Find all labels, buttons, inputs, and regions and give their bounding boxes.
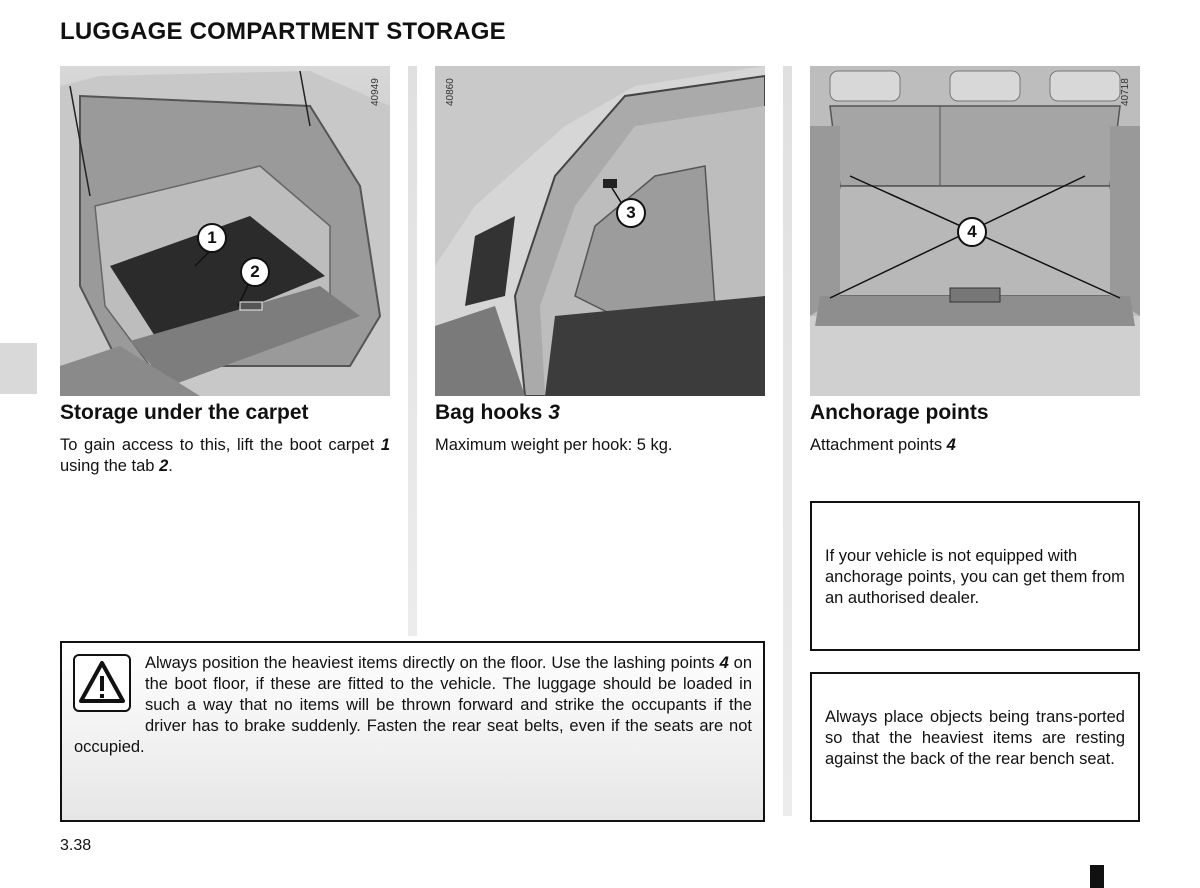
- note-box-heavy-items: [810, 672, 1140, 822]
- anchorage-points-text: Attachment points 4: [810, 436, 956, 454]
- page-title: LUGGAGE COMPARTMENT STORAGE: [60, 18, 506, 45]
- column-divider-1: [408, 66, 417, 636]
- bag-hooks-text: Maximum weight per hook: 5 kg.: [435, 436, 673, 454]
- photo-anchorage-points: [810, 66, 1140, 396]
- note-dealer-text: If your vehicle is not equipped with anchorage points, you can get them from an authorised dealer.: [825, 547, 1125, 607]
- photo-boot-carpet: [60, 66, 390, 396]
- column-divider-2: [783, 66, 792, 816]
- note-box-dealer: [810, 501, 1140, 651]
- image-code: 40860: [445, 78, 456, 106]
- warning-text: Always position the heaviest items directly on the floor. Use the lashing points 4 on the boot floor, if these are fitted to the vehicle. The luggage should be loaded in such a way that no items will be thrown forward and strike the occupants if the driver has to brake suddenly. Fasten the rear seat belts, even if the seats are not occupied.: [74, 654, 753, 756]
- note-heavy-items-text: Always place objects being trans-ported so that the heaviest items are resting against the back of the rear bench seat.: [825, 708, 1125, 768]
- callout-1: 1: [197, 223, 227, 253]
- heading-storage-under-carpet: Storage under the carpet: [60, 401, 309, 424]
- callout-2: 2: [240, 257, 270, 287]
- warning-box: [60, 641, 765, 822]
- page-number: 3.38: [60, 837, 92, 854]
- page-end-mark: [1090, 865, 1104, 888]
- section-tab-marker: [0, 343, 37, 394]
- callout-3: 3: [616, 198, 646, 228]
- callout-4: 4: [957, 217, 987, 247]
- heading-bag-hooks: Bag hooks 3: [435, 401, 560, 424]
- image-code: 40718: [1120, 78, 1131, 106]
- image-code: 40949: [370, 78, 381, 106]
- storage-under-carpet-text: To gain access to this, lift the boot carpet 1 using the tab 2.: [60, 436, 390, 475]
- heading-anchorage-points: Anchorage points: [810, 401, 989, 424]
- photo-bag-hooks: [435, 66, 765, 396]
